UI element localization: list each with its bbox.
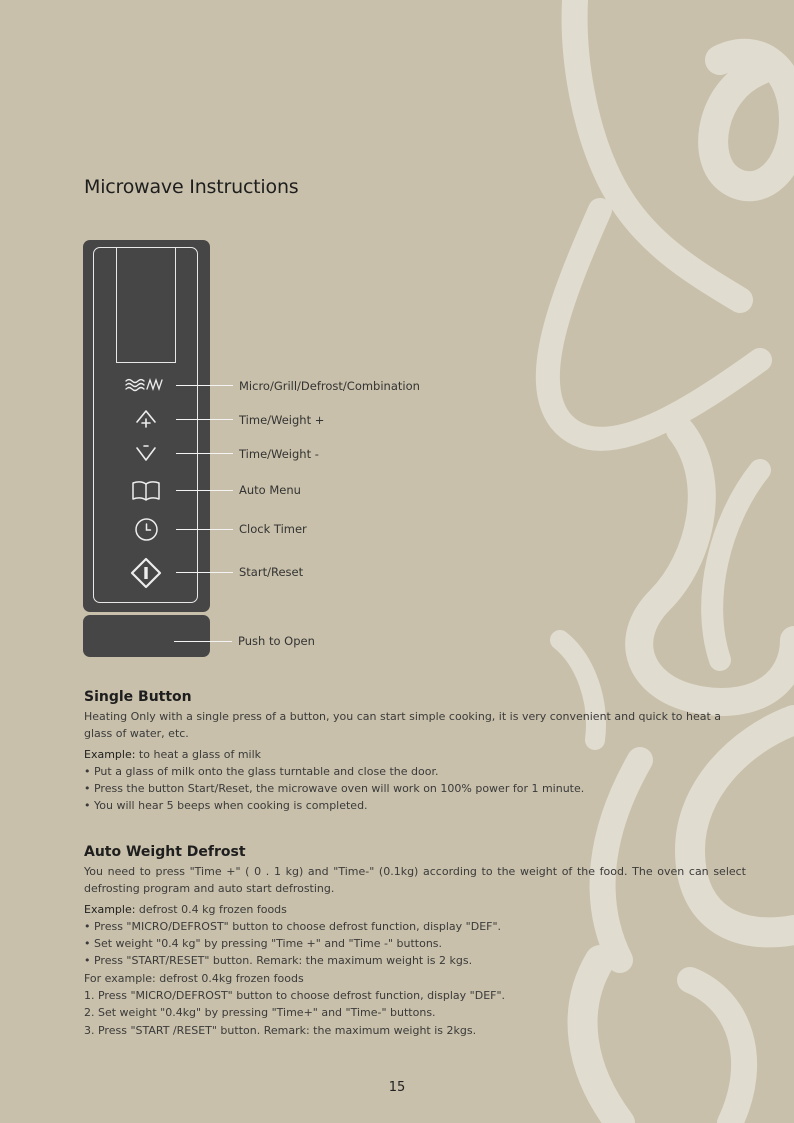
- list-item: 1. Press "MICRO/DEFROST" button to choose defrost function, display "DEF".: [84, 989, 506, 1003]
- time-weight-minus-icon: [134, 443, 158, 463]
- list-item: • Put a glass of milk onto the glass turntable and close the door.: [84, 764, 439, 778]
- label-clock-timer: Clock Timer: [239, 522, 307, 536]
- time-weight-plus-icon: [134, 408, 158, 430]
- leader-line: [176, 529, 233, 530]
- leader-line: [176, 385, 233, 386]
- auto-weight-defrost-example: [84, 901, 746, 918]
- single-button-section: [84, 689, 746, 815]
- label-push-to-open: Push to Open: [238, 634, 315, 648]
- leader-line: [176, 490, 233, 491]
- auto-weight-defrost-heading: Auto Weight Defrost: [84, 844, 246, 860]
- page-number: 15: [388, 1080, 406, 1095]
- label-start-reset: Start/Reset: [239, 565, 304, 579]
- book-icon: [131, 479, 161, 501]
- example-label: Example:: [84, 902, 136, 916]
- micro-grill-icon: [124, 377, 166, 393]
- leader-line: [176, 453, 233, 454]
- auto-weight-defrost-intro: You need to press "Time +" ( 0 . 1 kg) and "Time-" (0.1kg) according to the weight of the food. The oven can select defrosting program and auto start defrosting.: [84, 865, 746, 896]
- auto-weight-defrost-section: [84, 844, 746, 1039]
- start-reset-icon: [129, 556, 163, 590]
- list-item: • Set weight "0.4 kg" by pressing "Time +" and "Time -" buttons.: [84, 937, 443, 951]
- label-micro-grill: Micro/Grill/Defrost/Combination: [239, 379, 420, 393]
- display-window: [116, 247, 176, 363]
- list-item: 3. Press "START /RESET" button. Remark: the maximum weight is 2kgs.: [84, 1023, 477, 1037]
- list-item: • Press "MICRO/DEFROST" button to choose defrost function, display "DEF".: [84, 919, 502, 933]
- label-time-weight-plus: Time/Weight +: [239, 413, 325, 427]
- list-item: • Press the button Start/Reset, the microwave oven will work on 100% power for 1 minute.: [84, 782, 585, 796]
- single-button-example: [84, 746, 746, 763]
- single-button-intro: Heating Only with a single press of a button, you can start simple cooking, it is very convenient and quick to heat a glass of water, etc.: [84, 710, 722, 741]
- door-release-bar: [83, 615, 210, 657]
- leader-line: [176, 419, 233, 420]
- single-button-heading: Single Button: [84, 689, 192, 705]
- list-item: • Press "START/RESET" button. Remark: the maximum weight is 2 kgs.: [84, 954, 473, 968]
- list-item: For example: defrost 0.4kg frozen foods: [84, 971, 304, 985]
- list-item: • You will hear 5 beeps when cooking is completed.: [84, 799, 368, 813]
- list-item: 2. Set weight "0.4kg" by pressing "Time+" and "Time-" buttons.: [84, 1006, 436, 1020]
- example-text: defrost 0.4 kg frozen foods: [135, 902, 287, 916]
- page-title: Microwave Instructions: [84, 176, 299, 198]
- example-label: Example:: [84, 747, 136, 761]
- leader-line: [174, 641, 232, 642]
- leader-line: [176, 572, 233, 573]
- label-time-weight-minus: Time/Weight -: [239, 447, 319, 461]
- clock-icon: [134, 517, 159, 542]
- label-auto-menu: Auto Menu: [239, 483, 301, 497]
- example-text: to heat a glass of milk: [135, 747, 262, 761]
